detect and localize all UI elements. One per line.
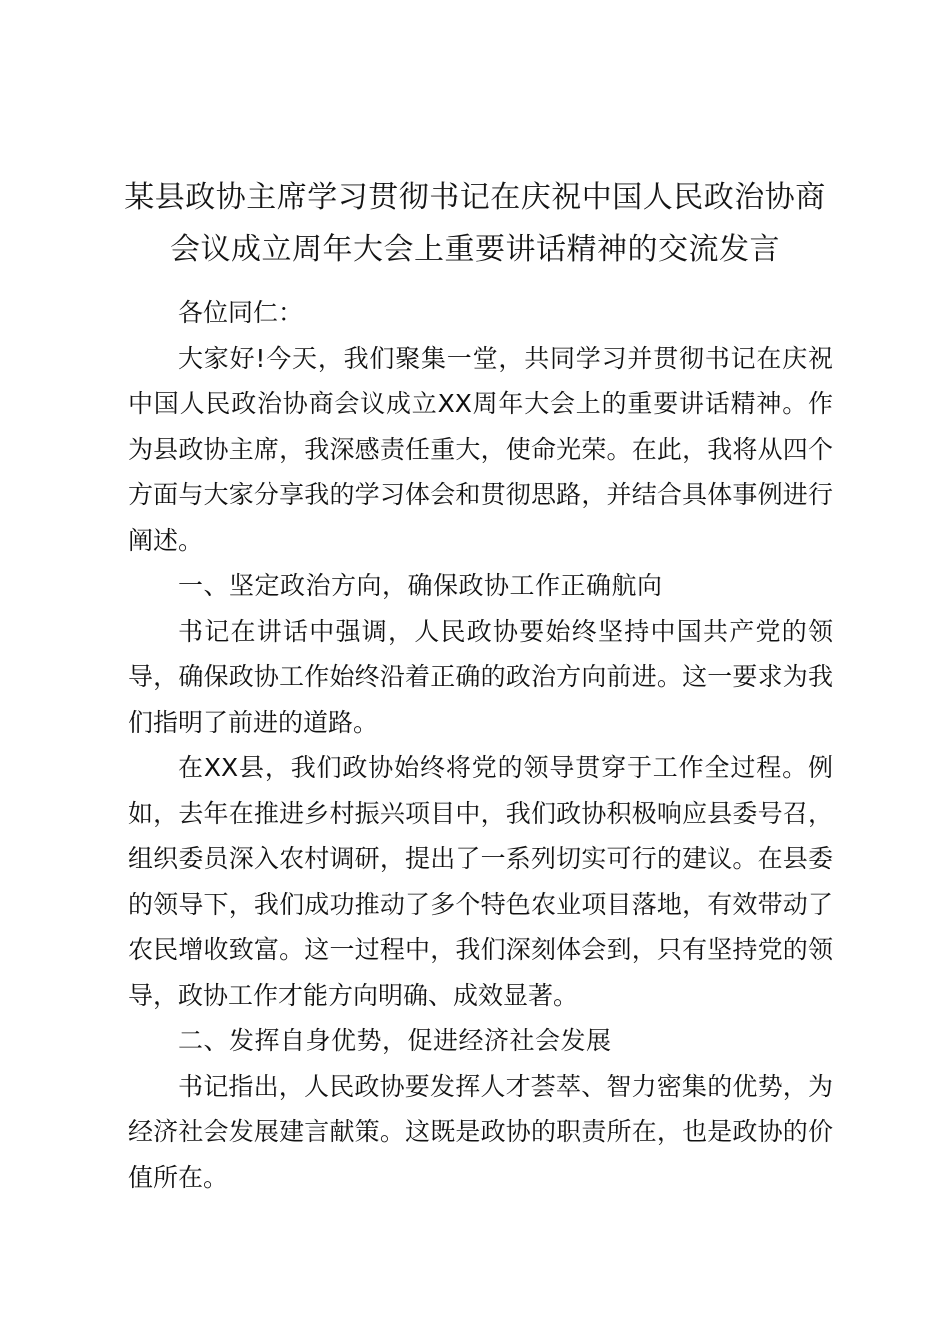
paragraph-2-1: 书记指出，人民政协要发挥人才荟萃、智力密集的优势，为经济社会发展建言献策。这既是政协的职责所在，也是政协的价值所在。 [128,1071,833,1192]
salutation: 各位同仁： [178,298,304,327]
document-title: 某县政协主席学习贯彻书记在庆祝中国人民政治协商会议成立周年大会上重要讲话精神的交流发言 [124,180,826,267]
section-heading-1: 一、坚定政治方向，确保政协工作正确航向 [178,571,663,600]
paragraph-1-2: 在XX县，我们政协始终将党的领导贯穿于工作全过程。例如，去年在推进乡村振兴项目中，我们政协积极响应县委号召，组织委员深入农村调研，提出了一系列切实可行的建议。在县委的领导下，我们成功推动了多个特色农业项目落地，有效带动了农民增收致富。这一过程中，我们深刻体会到，只有坚持党的领导，政协工作才能方向明确、成效显著。 [128,753,833,1010]
section-heading-2: 二、发挥自身优势，促进经济社会发展 [178,1026,612,1055]
paragraph-1-1: 书记在讲话中强调，人民政协要始终坚持中国共产党的领导，确保政协工作始终沿着正确的政治方向前进。这一要求为我们指明了前进的道路。 [128,616,833,737]
paragraph-intro: 大家好!今天，我们聚集一堂，共同学习并贯彻书记在庆祝中国人民政治协商会议成立XX周年大会上的重要讲话精神。作为县政协主席，我深感责任重大，使命光荣。在此，我将从四个方面与大家分享我的学习体会和贯彻思路，并结合具体事例进行阐述。 [128,343,833,555]
document-body [128,290,833,1200]
